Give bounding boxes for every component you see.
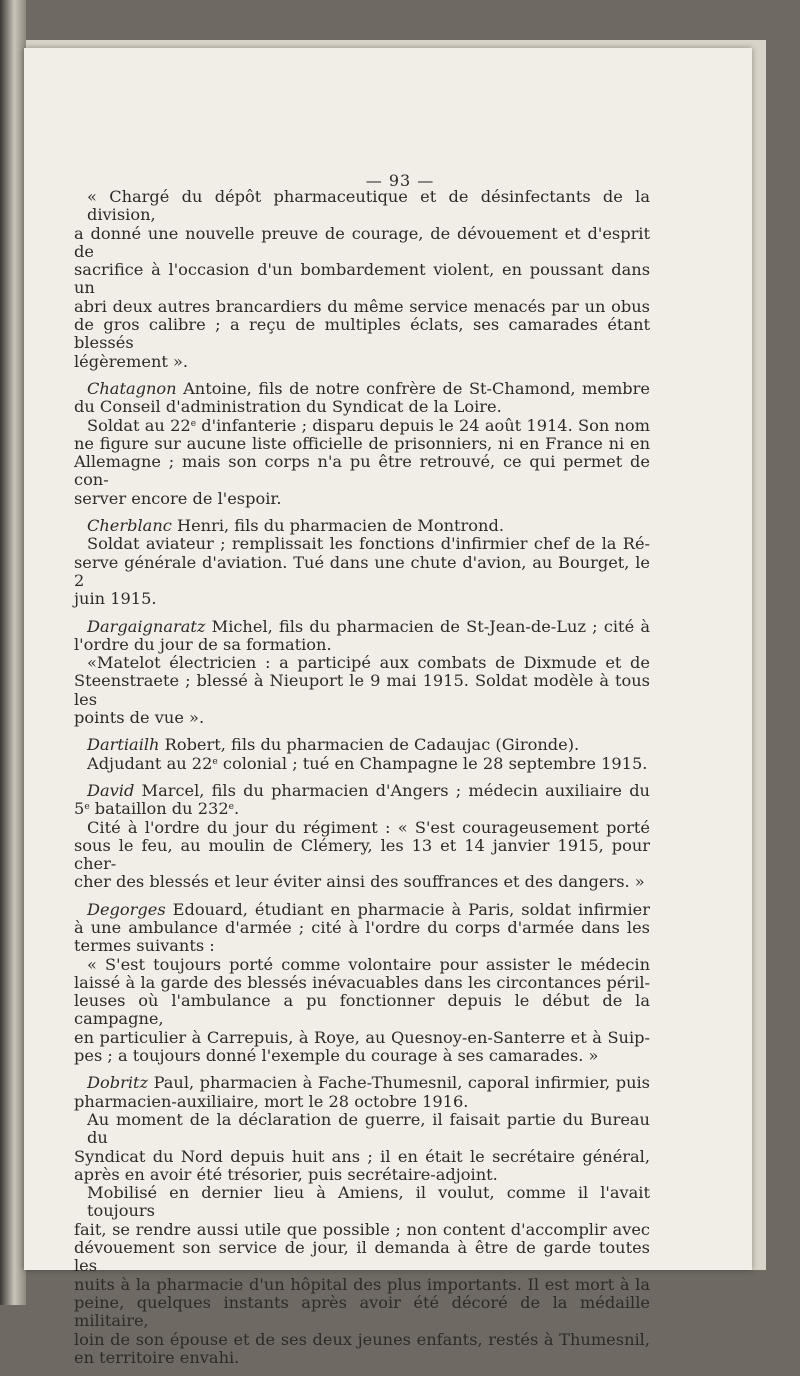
text-line: ne figure sur aucune liste officielle de prisonniers, ni en France ni en bbox=[74, 433, 650, 453]
person-name: David bbox=[87, 780, 135, 800]
text-line: Dargaignaratz Michel, fils du pharmacien de St-Jean-de-Luz ; cité à bbox=[87, 616, 650, 636]
text-line: Cité à l'ordre du jour du régiment : « S'est courageusement porté bbox=[87, 817, 650, 837]
text-line: fait, se rendre aussi utile que possible ; non content d'accomplir avec bbox=[74, 1219, 650, 1239]
text-line: Soldat aviateur ; remplissait les fonctions d'infirmier chef de la Ré- bbox=[87, 534, 650, 554]
book-spine-edge bbox=[0, 0, 26, 1305]
person-name: Dobritz bbox=[87, 1073, 149, 1093]
text-line: serve générale d'aviation. Tué dans une chute d'avion, au Bourget, le 2 bbox=[74, 552, 650, 590]
text-line: peine, quelques instants après avoir été décoré de la médaille militaire, bbox=[74, 1292, 650, 1331]
text-line: leuses où l'ambulance a pu fonctionner depuis le début de la campagne, bbox=[74, 991, 650, 1029]
text-line: dévouement son service de jour, il demanda à être de garde toutes les bbox=[74, 1238, 650, 1276]
entry-david bbox=[74, 782, 650, 892]
text-line: Syndicat du Nord depuis huit ans ; il en était le secrétaire général, bbox=[74, 1146, 650, 1166]
entry-intro bbox=[74, 188, 650, 371]
text-line: sous le feu, au moulin de Clémery, les 13 et 14 janvier 1915, pour cher- bbox=[74, 835, 650, 874]
person-name: Dargaignaratz bbox=[87, 616, 206, 636]
text-line: juin 1915. bbox=[74, 589, 157, 609]
text-line: sacrifice à l'occasion d'un bombardement violent, en poussant dans un bbox=[74, 260, 650, 298]
text-line: abri deux autres brancardiers du même service menacés par un obus bbox=[74, 296, 650, 316]
text-line: Au moment de la déclaration de guerre, il faisait partie du Bureau du bbox=[87, 1109, 650, 1148]
entry-dobritz bbox=[74, 1074, 650, 1367]
text-line: en particulier à Carrepuis, à Roye, au Quesnoy-en-Santerre et à Suip- bbox=[74, 1027, 650, 1047]
text-line: «Matelot électricien : a participé aux combats de Dixmude et de bbox=[87, 653, 650, 673]
text-line: pes ; a toujours donné l'exemple du courage à ses camarades. » bbox=[74, 1046, 599, 1066]
text-line: Adjudant au 22e colonial ; tué en Champagne le 28 septembre 1915. bbox=[87, 753, 648, 773]
text-line: Allemagne ; mais son corps n'a pu être retrouvé, ce qui permet de con- bbox=[74, 452, 650, 490]
text-line: « S'est toujours porté comme volontaire pour assister le médecin bbox=[87, 954, 650, 974]
text-line: loin de son épouse et de ses deux jeunes enfants, restés à Thumesnil, bbox=[74, 1329, 650, 1349]
text-line: à une ambulance d'armée ; cité à l'ordre du corps d'armée dans les bbox=[74, 917, 650, 937]
text-line: Chatagnon Antoine, fils de notre confrère de St-Chamond, membre bbox=[87, 378, 650, 398]
text-line: l'ordre du jour de sa formation. bbox=[74, 634, 332, 654]
person-name: Cherblanc bbox=[87, 516, 172, 536]
text-line: Steenstraete ; blessé à Nieuport le 9 mai 1915. Soldat modèle à tous les bbox=[74, 671, 650, 709]
text-line: de gros calibre ; a reçu de multiples éclats, ses camarades étant blessés bbox=[74, 315, 650, 353]
text-line: Cherblanc Henri, fils du pharmacien de Montrond. bbox=[87, 516, 504, 536]
text-line: server encore de l'espoir. bbox=[74, 488, 282, 508]
text-line: a donné une nouvelle preuve de courage, de dévouement et d'esprit de bbox=[74, 223, 650, 261]
text-line: Dobritz Paul, pharmacien à Fache-Thumesnil, caporal infirmier, puis bbox=[87, 1073, 650, 1093]
text-line: laissé à la garde des blessés inévacuables dans les circontances péril- bbox=[74, 972, 650, 992]
text-line: David Marcel, fils du pharmacien d'Angers ; médecin auxiliaire du bbox=[87, 780, 650, 800]
text-line: Mobilisé en dernier lieu à Amiens, il voulut, comme il l'avait toujours bbox=[87, 1183, 650, 1221]
entry-dargaignaratz bbox=[74, 618, 650, 728]
entry-chatagnon bbox=[74, 380, 650, 508]
text-line: Dartiailh Robert, fils du pharmacien de Cadaujac (Gironde). bbox=[87, 735, 580, 755]
text-line: pharmacien-auxiliaire, mort le 28 octobre 1916. bbox=[74, 1091, 469, 1111]
text-line: termes suivants : bbox=[74, 936, 215, 956]
entry-dartiailh bbox=[74, 736, 650, 773]
page-number: — 93 — bbox=[365, 171, 435, 190]
text-line: nuits à la pharmacie d'un hôpital des plus importants. Il est mort à la bbox=[74, 1274, 650, 1294]
person-name: Chatagnon bbox=[87, 378, 177, 398]
text-line: légèrement ». bbox=[74, 351, 189, 371]
person-name: Degorges bbox=[87, 899, 166, 919]
text-line: après en avoir été trésorier, puis secrétaire-adjoint. bbox=[74, 1164, 498, 1184]
text-line: Soldat au 22e d'infanterie ; disparu depuis le 24 août 1914. Son nom bbox=[87, 415, 651, 435]
text-line: en territoire envahi. bbox=[74, 1347, 240, 1367]
page-text bbox=[74, 188, 650, 1376]
entry-cherblanc bbox=[74, 517, 650, 608]
text-line: du Conseil d'administration du Syndicat de la Loire. bbox=[74, 397, 502, 417]
text-line: points de vue ». bbox=[74, 708, 205, 728]
entry-degorges bbox=[74, 901, 650, 1066]
text-line: 5e bataillon du 232e. bbox=[74, 799, 240, 819]
text-line: Degorges Edouard, étudiant en pharmacie à Paris, soldat infirmier bbox=[87, 899, 650, 919]
person-name: Dartiailh bbox=[87, 735, 160, 755]
text-line: « Chargé du dépôt pharmaceutique et de désinfectants de la division, bbox=[87, 187, 650, 225]
text-line: cher des blessés et leur éviter ainsi des souffrances et des dangers. » bbox=[74, 872, 645, 892]
